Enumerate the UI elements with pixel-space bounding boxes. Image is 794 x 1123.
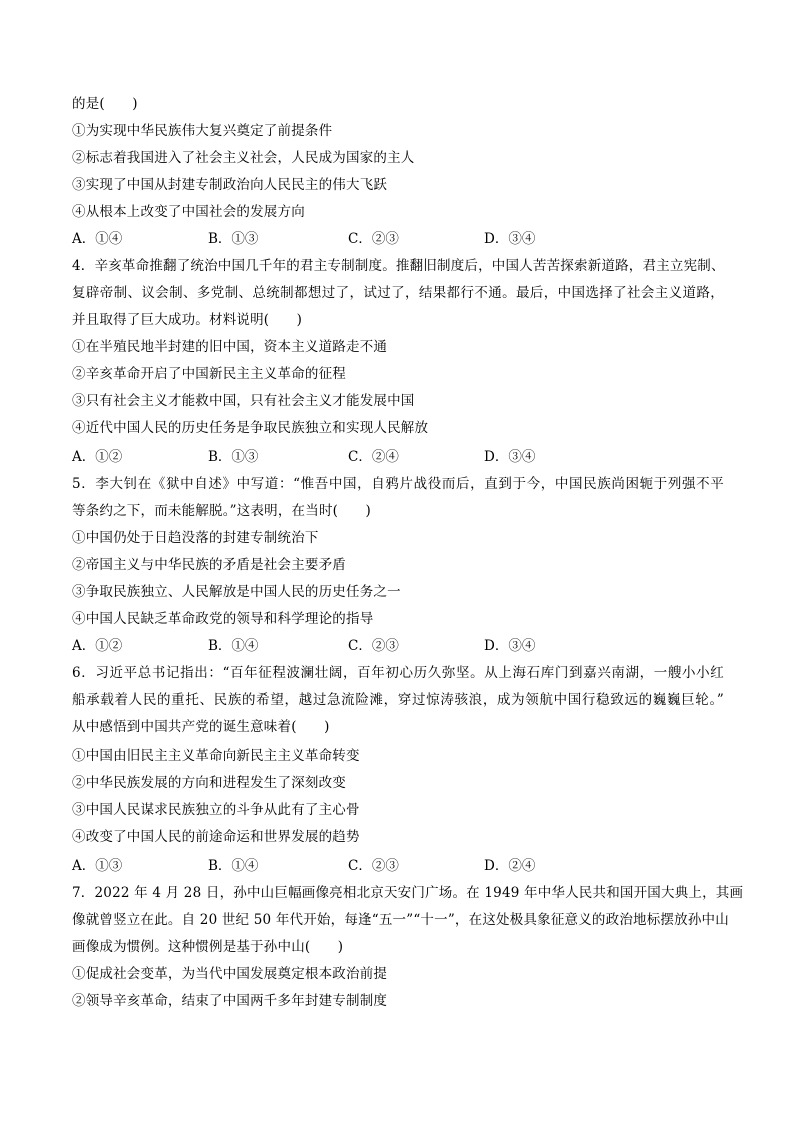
q7-stem-line-3: 画像成为惯例。这种惯例是基于孙中山( ) <box>72 939 344 955</box>
q6-option-d: D．②④ <box>484 858 536 874</box>
option-b: B．①③ <box>208 231 259 247</box>
q6-statement-2: ②中华民族发展的方向和进程发生了深刻改变 <box>72 775 346 791</box>
q5-stem-line-1: 5．李大钊在《狱中自述》中写道：“惟吾中国，自鸦片战役而后，直到于今，中国民族尚困轭于列强不平 <box>72 476 724 492</box>
q5-statement-3: ③争取民族独立、人民解放是中国人民的历史任务之一 <box>72 584 401 600</box>
q7-statement-1: ①促成社会变革，为当代中国发展奠定根本政治前提 <box>72 966 388 982</box>
option-a: A．①④ <box>72 231 123 247</box>
q4-stem-line-1: 4．辛亥革命推翻了统治中国几千年的君主专制制度。推翻旧制度后，中国人苦苦探索新道路，君主立宪制、 <box>72 258 725 274</box>
q6-option-a: A．①③ <box>72 858 123 874</box>
q6-stem-line-1: 6．习近平总书记指出：“百年征程波澜壮阔，百年初心历久弥坚。从上海石库门到嘉兴南湖，一艘小小红 <box>72 665 724 681</box>
q7-statement-2: ②领导辛亥革命，结束了中国两千多年封建专制制度 <box>72 993 388 1009</box>
q5-statement-2: ②帝国主义与中华民族的矛盾是社会主要矛盾 <box>72 557 346 573</box>
q5-option-c: C．②③ <box>348 638 399 654</box>
option-d: D．③④ <box>484 231 536 247</box>
q6-statement-1: ①中国由旧民主主义革命向新民主主义革命转变 <box>72 748 360 764</box>
q4-option-a: A．①② <box>72 449 123 465</box>
q6-stem-line-2: 船承载着人民的重托、民族的希望，越过急流险滩，穿过惊涛骇浪，成为领航中国行稳致远的巍巍巨轮。” <box>72 692 724 708</box>
q4-stem-line-3: 并且取得了巨大成功。材料说明( ) <box>72 312 303 328</box>
q6-option-b: B．①④ <box>208 858 259 874</box>
q5-stem-line-2: 等条约之下，而未能解脱。”这表明，在当时( ) <box>72 503 371 519</box>
statement-2: ②标志着我国进入了社会主义社会，人民成为国家的主人 <box>72 150 415 166</box>
q4-statement-3: ③只有社会主义才能救中国，只有社会主义才能发展中国 <box>72 393 415 409</box>
q4-stem-line-2: 复辟帝制、议会制、多党制、总统制都想过了，试过了，结果都行不通。最后，中国选择了社会主义道路， <box>72 285 724 301</box>
q4-option-b: B．①③ <box>208 449 259 465</box>
q5-option-d: D．③④ <box>484 638 536 654</box>
q6-option-c: C．②③ <box>348 858 399 874</box>
q5-statement-4: ④中国人民缺乏革命政党的领导和科学理论的指导 <box>72 611 374 627</box>
q4-statement-4: ④近代中国人民的历史任务是争取民族独立和实现人民解放 <box>72 420 429 436</box>
q4-option-c: C．②④ <box>348 449 399 465</box>
q6-statement-4: ④改变了中国人民的前途命运和世界发展的趋势 <box>72 829 360 845</box>
statement-1: ①为实现中华民族伟大复兴奠定了前提条件 <box>72 123 333 139</box>
q5-statement-1: ①中国仍处于日趋没落的封建专制统治下 <box>72 530 319 546</box>
q4-statement-2: ②辛亥革命开启了中国新民主主义革命的征程 <box>72 366 346 382</box>
q5-option-a: A．①② <box>72 638 123 654</box>
statement-3: ③实现了中国从封建专制政治向人民民主的伟大飞跃 <box>72 177 388 193</box>
q6-stem-line-3: 从中感悟到中国共产党的诞生意味着( ) <box>72 719 330 735</box>
option-c: C．②③ <box>348 231 399 247</box>
question-stem-tail: 的是( ) <box>72 96 138 112</box>
q4-option-d: D．③④ <box>484 449 536 465</box>
q7-stem-line-1: 7．2022 年 4 月 28 日，孙中山巨幅画像亮相北京天安门广场。在 1949 年中华人民共和国开国大典上，其画 <box>72 885 744 901</box>
q7-stem-line-2: 像就曾竖立在此。自 20 世纪 50 年代开始，每逢“五一”“十一”，在这处极具象征意义的政治地标摆放孙中山 <box>72 912 729 928</box>
q5-option-b: B．①④ <box>208 638 259 654</box>
statement-4: ④从根本上改变了中国社会的发展方向 <box>72 204 305 220</box>
q6-statement-3: ③中国人民谋求民族独立的斗争从此有了主心骨 <box>72 802 360 818</box>
q4-statement-1: ①在半殖民地半封建的旧中国，资本主义道路走不通 <box>72 339 388 355</box>
